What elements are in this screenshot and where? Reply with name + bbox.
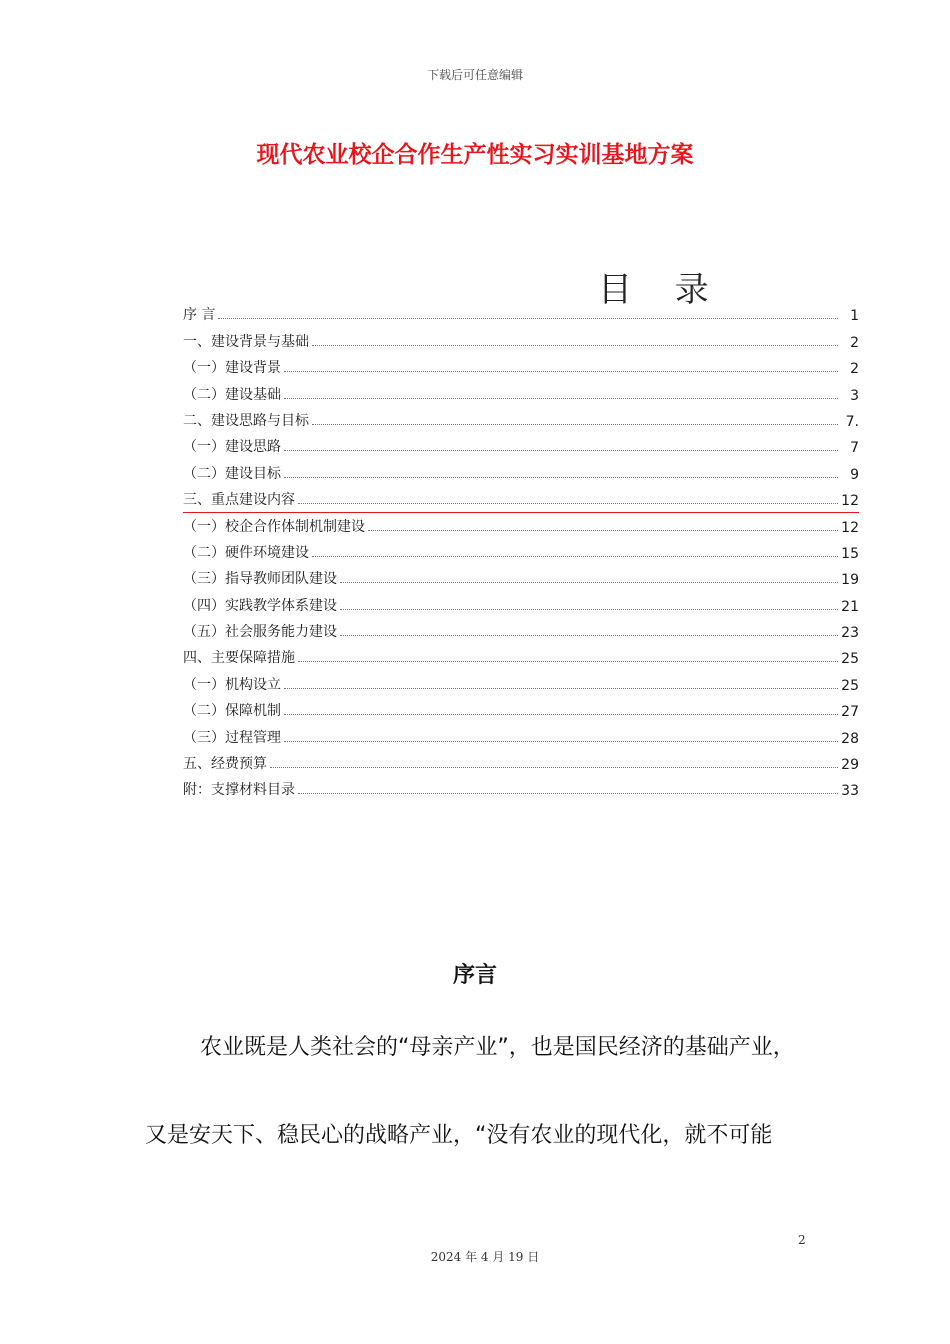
toc-dot-leader [368,530,838,531]
footer-date: 2024 年 4 月 19 日 [430,1250,540,1264]
table-of-contents [183,298,859,799]
toc-entry-label: 三、重点建设内容 [183,492,295,509]
toc-entry-page: 27 [841,704,859,721]
toc-entry[interactable] [183,298,859,324]
toc-entry[interactable] [183,324,859,350]
header-note: 下载后可任意编辑 [426,68,523,82]
toc-entry-page: 12 [841,519,859,536]
toc-entry-label: （一）机构设立 [183,676,281,693]
toc-entry-page: 28 [841,730,859,747]
toc-dot-leader [284,714,838,715]
toc-entry[interactable] [183,562,859,588]
toc-entry[interactable] [183,377,859,403]
toc-dot-leader [284,371,838,372]
toc-entry[interactable] [183,667,859,693]
preface-line-1: 农业既是人类社会的“母亲产业”，也是国民经济的基础产业， [200,1035,795,1060]
toc-dot-leader [340,582,838,583]
toc-entry[interactable] [183,430,859,456]
toc-dot-leader [284,688,838,689]
toc-entry[interactable] [183,351,859,377]
toc-entry-page: 25 [841,677,859,694]
document-title: 现代农业校企合作生产性实习实训基地方案 [256,142,694,168]
toc-entry-label: （一）建设思路 [183,439,281,456]
toc-entry-label: 序 言 [183,307,216,324]
toc-entry-page: 7 [850,440,859,457]
toc-entry-label: （二）硬件环境建设 [183,544,309,561]
toc-dot-leader [340,635,838,636]
toc-entry-page: 21 [841,598,859,615]
toc-entry-page: 1 [850,308,859,325]
toc-entry-page: 23 [841,625,859,642]
toc-dot-leader [298,661,838,662]
toc-dot-leader [270,767,838,768]
toc-entry-page: 29 [841,757,859,774]
toc-dot-leader [298,793,838,794]
toc-entry[interactable] [183,694,859,720]
toc-entry-page: 7. [845,413,859,430]
toc-entry-label: （一）校企合作体制机制建设 [183,518,365,535]
toc-entry[interactable] [183,773,859,799]
toc-entry-label: （二）建设基础 [183,386,281,403]
toc-entry-label: （三）过程管理 [183,729,281,746]
toc-entry-label: （四）实践教学体系建设 [183,597,337,614]
toc-entry-page: 2 [850,334,859,351]
toc-entry-label: 五、经费预算 [183,756,267,773]
toc-entry[interactable] [183,588,859,614]
toc-entry-label: 四、主要保障措施 [183,650,295,667]
toc-entry[interactable] [183,747,859,773]
toc-entry-page: 9 [850,466,859,483]
toc-entry[interactable] [183,536,859,562]
toc-dot-leader [284,398,838,399]
toc-entry-page: 2 [850,361,859,378]
preface-title: 序言 [452,963,497,988]
toc-heading: 目 录 [598,270,725,310]
toc-entry-label: （二）保障机制 [183,703,281,720]
toc-entry[interactable] [183,456,859,482]
page-number: 2 [798,1233,806,1247]
toc-dot-leader [340,609,838,610]
toc-entry[interactable] [183,720,859,746]
toc-entry[interactable] [183,404,859,430]
toc-dot-leader [312,424,838,425]
toc-dot-leader [298,503,838,504]
toc-entry-page: 3 [850,387,859,404]
toc-entry-label: 附：支撑材料目录 [183,782,295,799]
toc-entry-page: 33 [841,783,859,800]
toc-dot-leader [284,450,838,451]
toc-entry[interactable] [183,483,859,509]
toc-dot-leader [284,477,838,478]
toc-entry-label: （三）指导教师团队建设 [183,571,337,588]
preface-line-2: 又是安天下、稳民心的战略产业，“没有农业的现代化，就不可能 [145,1123,773,1148]
toc-entry-label: （五）社会服务能力建设 [183,624,337,641]
toc-entry-page: 19 [841,572,859,589]
toc-dot-leader [312,556,838,557]
toc-entry[interactable] [183,509,859,535]
toc-entry-label: （二）建设目标 [183,465,281,482]
toc-dot-leader [218,318,838,319]
toc-entry-label: 一、建设背景与基础 [183,333,309,350]
toc-entry-label: （一）建设背景 [183,360,281,377]
toc-entry[interactable] [183,641,859,667]
toc-entry-label: 二、建设思路与目标 [183,412,309,429]
toc-entry[interactable] [183,615,859,641]
toc-dot-leader [284,741,838,742]
toc-entry-page: 12 [841,493,859,510]
toc-entry-page: 15 [841,545,859,562]
toc-dot-leader [312,345,838,346]
toc-entry-page: 25 [841,651,859,668]
